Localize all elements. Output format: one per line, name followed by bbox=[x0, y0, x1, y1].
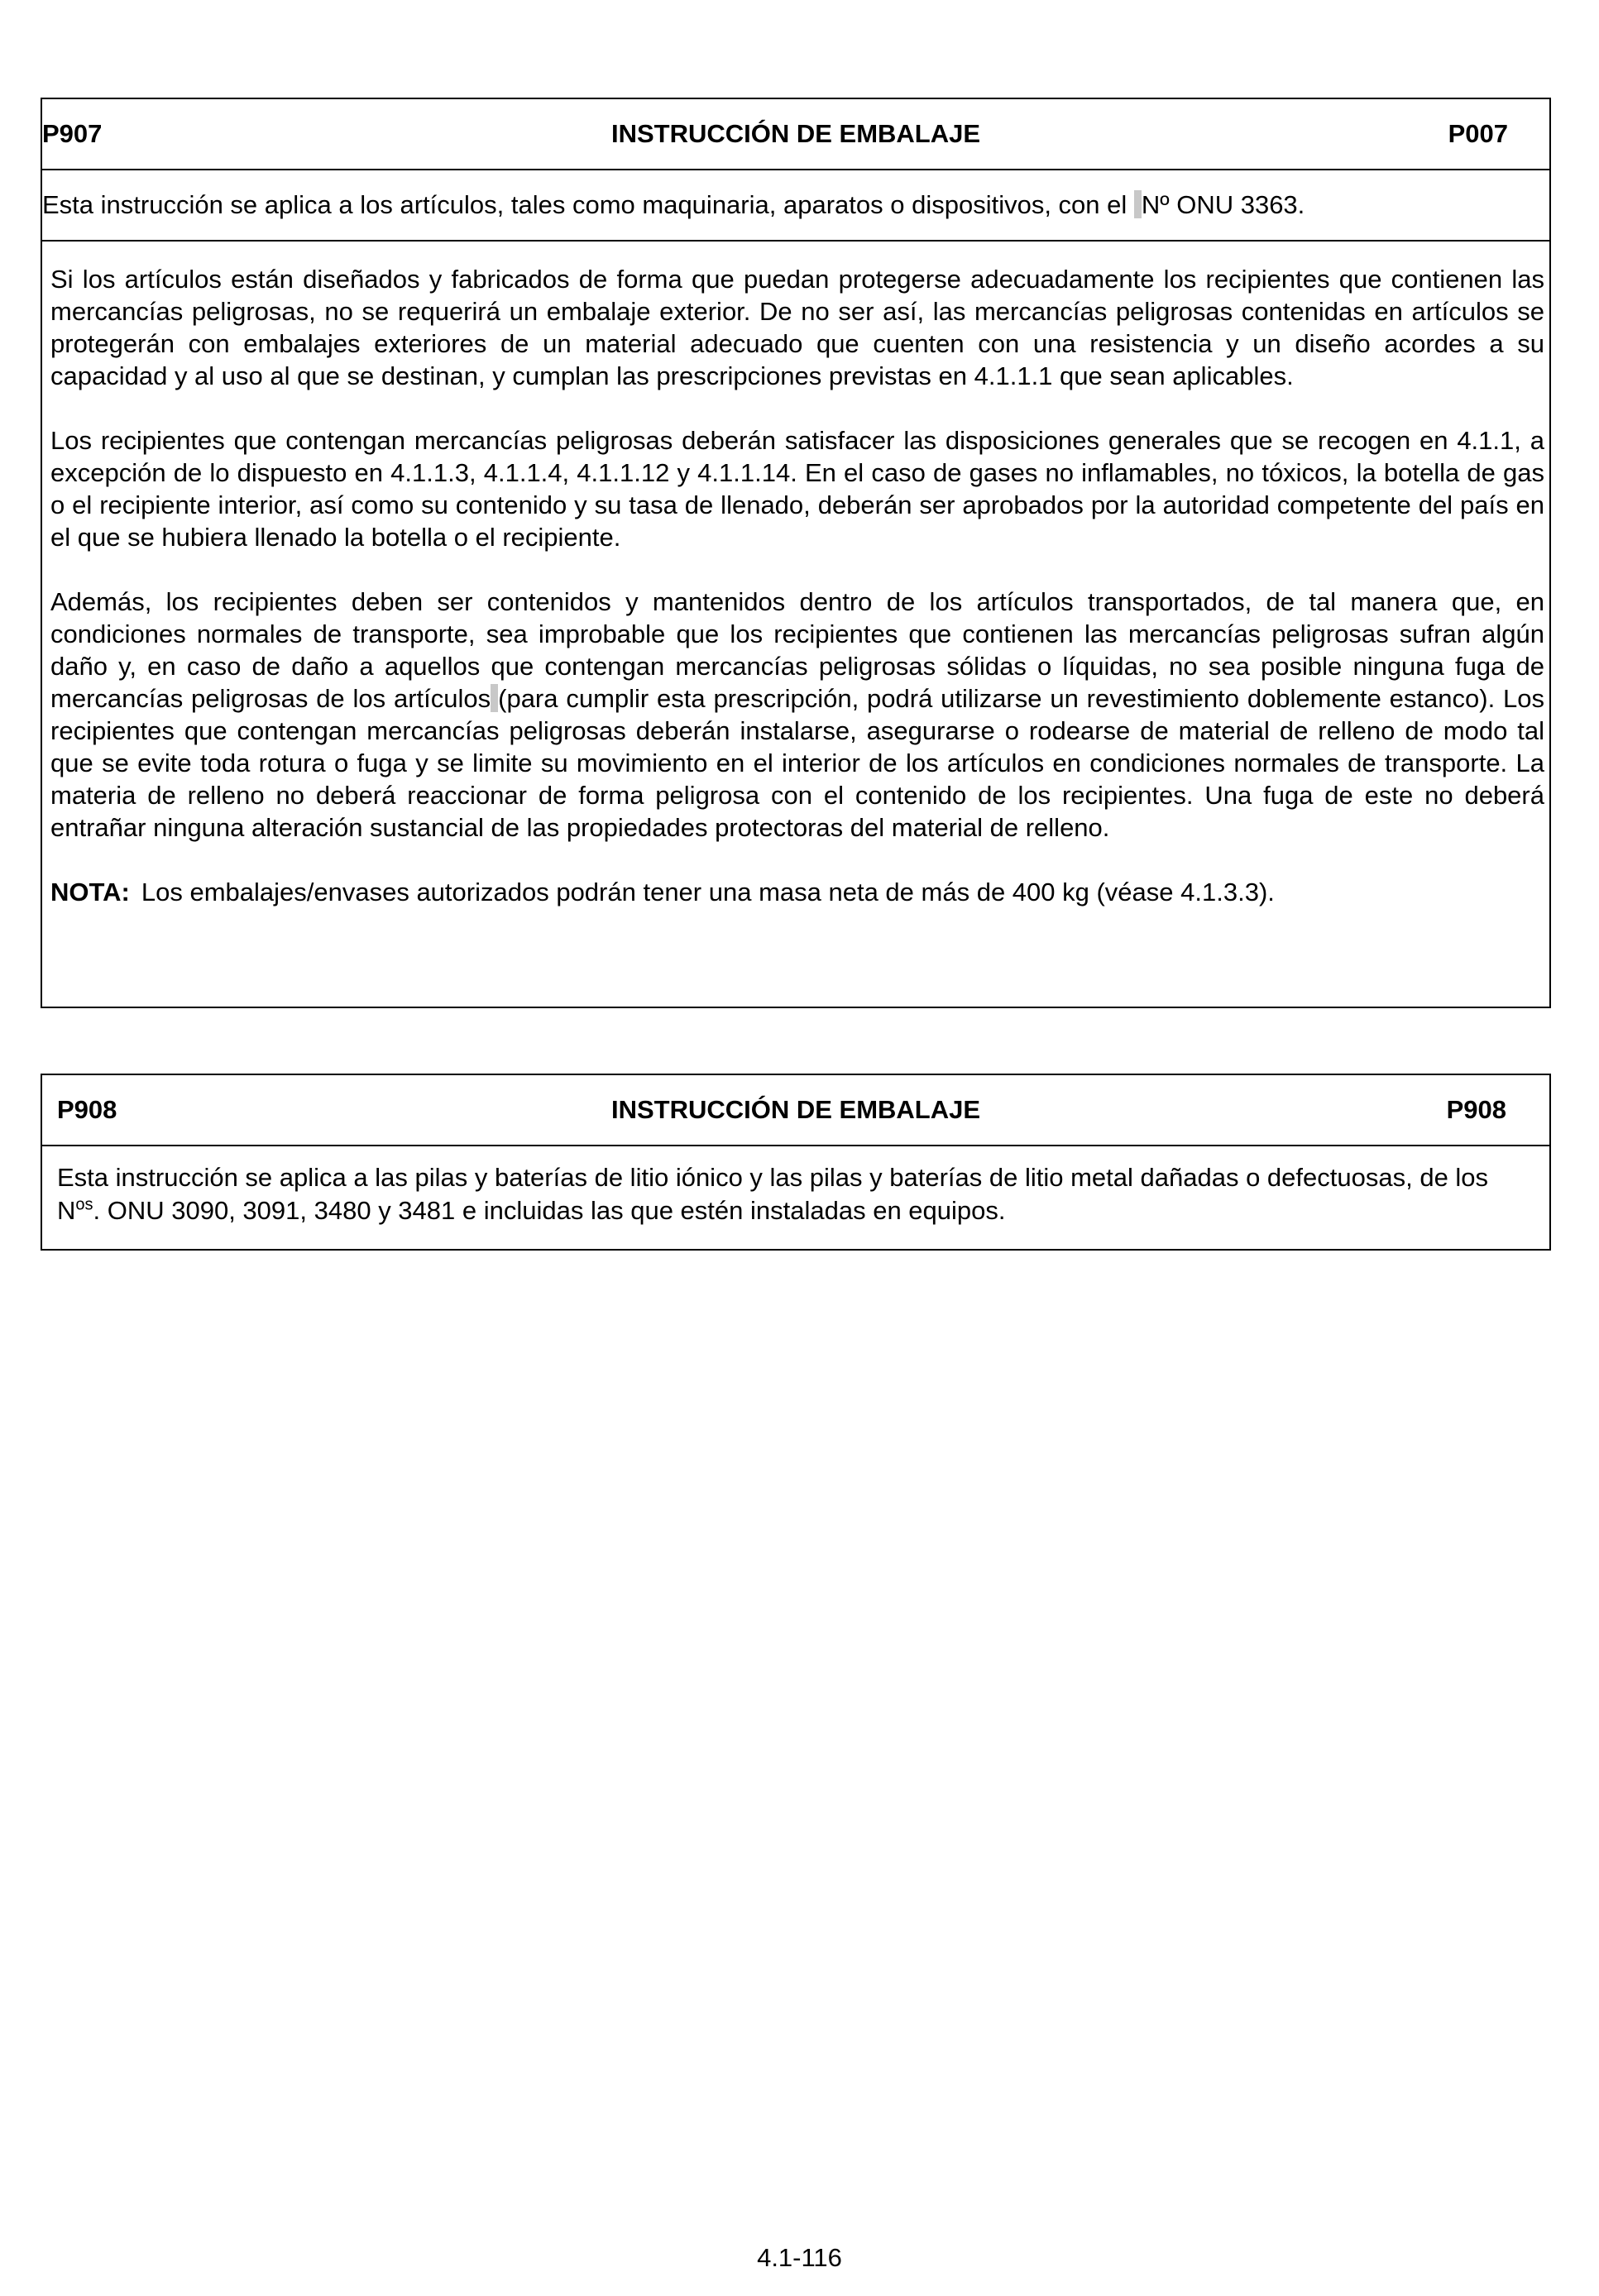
note-label: NOTA: bbox=[50, 878, 130, 906]
p907-paragraph-3 bbox=[50, 586, 1544, 844]
p907-title: INSTRUCCIÓN DE EMBALAJE bbox=[610, 119, 981, 148]
highlight-marker bbox=[1134, 190, 1142, 218]
p908-code-left: P908 bbox=[57, 1095, 117, 1124]
p908-header-row bbox=[42, 1075, 1549, 1146]
p907-body bbox=[42, 242, 1549, 908]
p907-paragraph-2: Los recipientes que contengan mercancías peligrosas deberán satisfacer las disposiciones generales que se recogen en 4.1.1, a excepción de lo dispuesto en 4.1.1.3, 4.1.1.4, 4.1.1.12 y 4.1.1.14. En el caso de gases no inflamables, no tóxicos, la botella de gas o el recipiente interior, así como su contenido y su tasa de llenado, deberán ser aprobados por la autoridad competente del país en el que se hubiera llenado la botella o el recipiente. bbox=[50, 426, 1544, 552]
p907-paragraph-3-text-b: (para cumplir esta prescripción, podrá utilizarse un revestimiento doblemente estanco). Los recipientes que contengan mercancías peligrosas deberán instalarse, asegurarse o rodearse de material de relleno de modo tal que se evite toda rotura o fuga y se limite su movimiento en el interior de los artículos en condiciones normales de transporte. La materia de relleno no deberá reaccionar de forma peligrosa con el contenido de los recipientes. Una fuga de este no deberá entrañar ninguna alteración sustancial de las propiedades protectoras del material de relleno. bbox=[50, 684, 1544, 842]
p908-code-right: P908 bbox=[1446, 1095, 1506, 1124]
p907-paragraph-3-text-a: Además, los recipientes deben ser contenidos y mantenidos dentro de los artículos transportados, de tal manera que, en condiciones normales de transporte, sea improbable que los recipientes que contienen las mercancías peligrosas sufran algún daño y, en caso de daño a aquellos que contengan mercancías peligrosas sólidas o líquidas, no sea posible ninguna fuga de mercancías peligrosas de los artículos bbox=[50, 587, 1544, 713]
p907-code-left: P907 bbox=[42, 119, 103, 148]
p907-scope bbox=[42, 170, 1549, 242]
p907-header-row bbox=[42, 99, 1549, 170]
highlight-marker bbox=[491, 684, 498, 712]
page-number: 4.1-116 bbox=[757, 2243, 842, 2272]
p908-scope-superscript: os bbox=[75, 1195, 93, 1214]
p908-scope bbox=[42, 1146, 1549, 1227]
p908-scope-text: Esta instrucción se aplica a las pilas y baterías de litio iónico y las pilas y baterías de litio metal dañadas o defectuosas, de los N bbox=[57, 1163, 1489, 1225]
p907-scope-un-number: Nº ONU 3363. bbox=[1141, 190, 1305, 219]
p907-paragraph-1: Si los artículos están diseñados y fabricados de forma que puedan protegerse adecuadamente los recipientes que contienen las mercancías peligrosas, no se requerirá un embalaje exterior. De no ser así, las mercancías peligrosas contenidas en artículos se protegerán con embalajes exteriores de un material adecuado que cuenten con una resistencia y un diseño acordes a su capacidad y al uso al que se destinan, y cumplan las prescripciones previstas en 4.1.1.1 que sean aplicables. bbox=[50, 265, 1544, 390]
p908-title: INSTRUCCIÓN DE EMBALAJE bbox=[610, 1095, 981, 1124]
p907-scope-text: Esta instrucción se aplica a los artículos, tales como maquinaria, aparatos o dispositivos, con el bbox=[42, 190, 1134, 219]
p907-note bbox=[50, 876, 1544, 908]
packing-instruction-p908 bbox=[41, 1074, 1551, 1251]
p907-code-right: P007 bbox=[1448, 119, 1508, 148]
packing-instruction-p907 bbox=[41, 98, 1551, 1008]
p908-scope-un-numbers: . ONU 3090, 3091, 3480 y 3481 e incluidas las que estén instaladas en equipos. bbox=[93, 1196, 1006, 1225]
note-text: Los embalajes/envases autorizados podrán tener una masa neta de más de 400 kg (véase 4.1.3.3). bbox=[141, 878, 1275, 906]
